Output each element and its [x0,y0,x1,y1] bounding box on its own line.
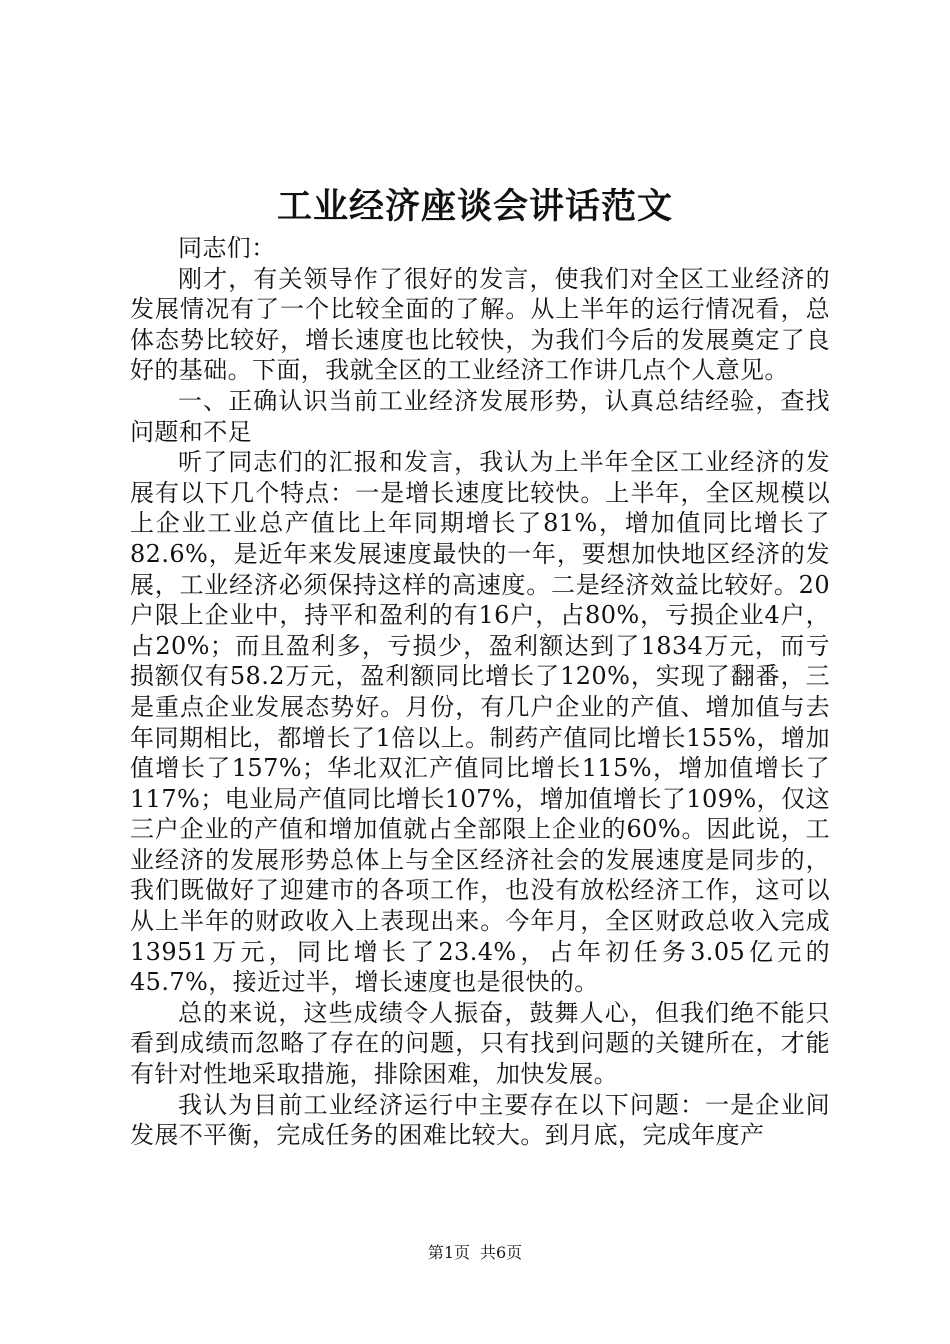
paragraph: 听了同志们的汇报和发言，我认为上半年全区工业经济的发展有以下几个特点：一是增长速度比较快。上半年，全区规模以上企业工业总产值比上年同期增长了81%，增加值同比增长了82.6%，是近年来发展速度最快的一年，要想加快地区经济的发展，工业经济必须保持这样的高速度。二是经济效益比较好。20户限上企业中，持平和盈利的有16户，占80%，亏损企业4户，占20%；而且盈利多，亏损少，盈利额达到了1834万元，而亏损额仅有58.2万元，盈利额同比增长了120%，实现了翻番，三是重点企业发展态势好。月份，有几户企业的产值、增加值与去年同期相比，都增长了1倍以上。制药产值同比增长155%，增加值增长了157%；华北双汇产值同比增长115%，增加值增长了117%；电业局产值同比增长107%，增加值增长了109%，仅这三户企业的产值和增加值就占全部限上企业的60%。因此说，工业经济的发展形势总体上与全区经济社会的发展速度是同步的，我们既做好了迎建市的各项工作，也没有放松经济工作，这可以从上半年的财政收入上表现出来。今年月，全区财政总收入完成13951万元，同比增长了23.4%，占年初任务3.05亿元的45.7%，接近过半，增长速度也是很快的。 [130,448,830,997]
document-body [130,233,830,1151]
page-number: 第1页 [427,1243,470,1262]
page-footer [0,1241,950,1265]
section-heading: 一、正确认识当前工业经济发展形势，认真总结经验，查找问题和不足 [130,386,830,446]
paragraph: 总的来说，这些成绩令人振奋，鼓舞人心，但我们绝不能只看到成绩而忽略了存在的问题，只有找到问题的关键所在，才能有针对性地采取措施，排除困难，加快发展。 [130,998,830,1089]
paragraph: 我认为目前工业经济运行中主要存在以下问题：一是企业间发展不平衡，完成任务的困难比较大。到月底，完成年度产 [130,1090,830,1150]
page-count: 共6页 [480,1243,523,1262]
salutation: 同志们： [178,234,276,262]
paragraph: 刚才，有关领导作了很好的发言，使我们对全区工业经济的发展情况有了一个比较全面的了解。从上半年的运行情况看，总体态势比较好，增长速度也比较快，为我们今后的发展奠定了良好的基础。下面，我就全区的工业经济工作讲几点个人意见。 [130,264,830,385]
document-title: 工业经济座谈会讲话范文 [276,186,673,227]
